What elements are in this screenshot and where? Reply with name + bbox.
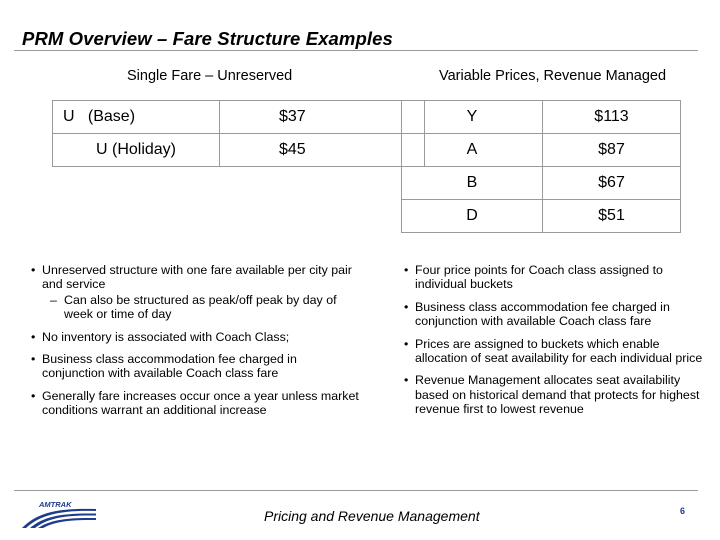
variable-price-table	[401, 100, 681, 233]
list-item: • Business class accommodation fee charged in conjunction with available Coach class fare	[404, 300, 710, 329]
dash-marker: –	[50, 292, 57, 307]
list-item: • Generally fare increases occur once a year unless market conditions warrant an additional increase	[31, 389, 361, 418]
footer-divider	[14, 490, 698, 491]
bucket-price-cell: $113	[543, 101, 681, 134]
list-item: • Business class accommodation fee charged in conjunction with available Coach class fare	[31, 352, 361, 381]
bucket-code-cell: D	[402, 200, 543, 233]
table-row	[402, 134, 681, 167]
sub-bullet-text: Can also be structured as peak/off peak by day of week or time of day	[64, 292, 337, 322]
bucket-code-cell: Y	[402, 101, 543, 134]
bucket-price-cell: $67	[543, 167, 681, 200]
table-row	[53, 101, 425, 134]
logo-wordmark: AMTRAK	[39, 500, 72, 509]
list-item: • Four price points for Coach class assigned to individual buckets	[404, 263, 710, 292]
list-item: • Prices are assigned to buckets which enable allocation of seat availability for each individual price	[404, 337, 710, 366]
table-row	[402, 167, 681, 200]
list-item: • Revenue Management allocates seat availability based on historical demand that protects for highest revenue first to lowest revenue	[404, 373, 710, 416]
bucket-price-cell: $87	[543, 134, 681, 167]
amtrak-logo-icon	[20, 498, 100, 530]
footer-caption: Pricing and Revenue Management	[264, 508, 480, 524]
fare-code-cell: U (Base)	[53, 101, 220, 134]
fare-code-cell: U (Holiday)	[53, 134, 220, 167]
amtrak-logo	[20, 498, 100, 530]
left-table-caption: Single Fare – Unreserved	[127, 68, 293, 84]
table-row	[402, 101, 681, 134]
list-item: • No inventory is associated with Coach Class;	[31, 330, 361, 344]
bullet-text: • Unreserved structure with one fare available per city pair and service	[42, 263, 352, 292]
page-number: 6	[680, 506, 686, 516]
single-fare-table	[52, 100, 425, 167]
list-item	[31, 263, 361, 322]
title-divider	[14, 50, 698, 51]
bucket-code-cell: A	[402, 134, 543, 167]
bucket-code-cell: B	[402, 167, 543, 200]
left-bullet-list	[31, 263, 361, 426]
table-row	[402, 200, 681, 233]
page-title: PRM Overview – Fare Structure Examples	[22, 28, 393, 49]
fare-price-cell: $45	[220, 134, 425, 167]
bucket-price-cell: $51	[543, 200, 681, 233]
fare-price-cell: $37	[220, 101, 425, 134]
right-table-caption: Variable Prices, Revenue Managed	[439, 68, 667, 84]
table-row	[53, 134, 425, 167]
right-bullet-list	[404, 263, 710, 425]
sub-list-item	[42, 293, 361, 322]
